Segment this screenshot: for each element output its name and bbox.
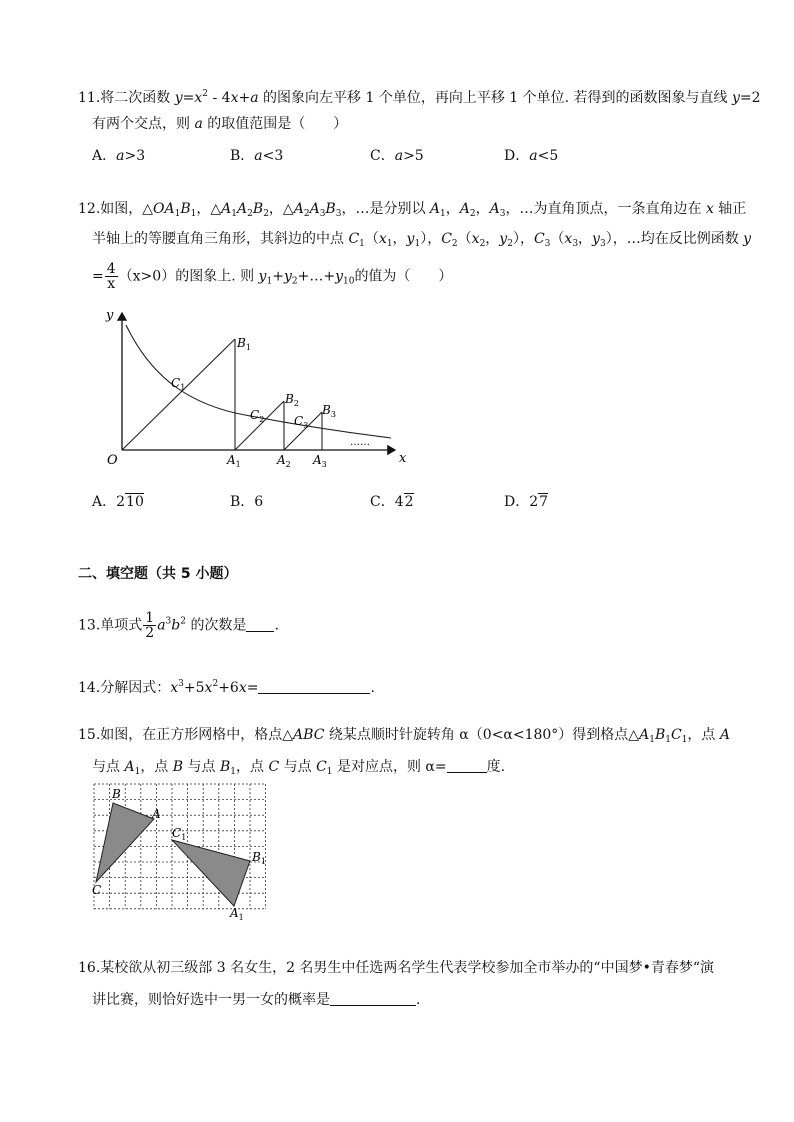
triangle-abc bbox=[96, 803, 154, 882]
q15-line1: 15.如图，在正方形网格中，格点△ABC 绕某点顺时针旋转角 α（0<α<180°）得到格点$\triangle A_1B_1C_1$，点 A bbox=[78, 727, 730, 745]
label-b1: $B_1$ bbox=[252, 850, 266, 866]
label-a2: $A_2$ bbox=[277, 453, 291, 469]
fraction-4-over-x: $\frac{4}{x}$ bbox=[106, 261, 116, 292]
q16-line2: 讲比赛，则恰好选中一男一女的概率是 . bbox=[92, 992, 421, 1008]
hypotenuse-1 bbox=[122, 339, 235, 450]
label-c1: $C_1$ bbox=[171, 376, 186, 392]
fraction-one-half: $\frac{1}{2}$ bbox=[145, 610, 155, 641]
q12-line1: 12.如图，$\triangle OA_1B_1$，$\triangle A_1A_2B_2$，$\triangle A_2A_3B_3$，…是分别以 $A_1$，$A_2$，$A_3$，…为直角顶点，一条直角边在 x 轴正 bbox=[78, 201, 747, 219]
label-a: A bbox=[152, 807, 161, 821]
q12-option-a: A．210 bbox=[92, 494, 144, 510]
answer-blank-16[interactable] bbox=[330, 991, 416, 1006]
label-a1: $A_1$ bbox=[227, 453, 241, 469]
answer-blank-13[interactable] bbox=[246, 617, 274, 632]
continuation-dots: …… bbox=[350, 437, 370, 448]
q11-line2: 有两个交点，则 a 的取值范围是（ ） bbox=[92, 116, 348, 132]
hypotenuse-2 bbox=[235, 401, 284, 450]
q11-option-b: B．a<3 bbox=[230, 148, 284, 164]
section-heading: 二、填空题（共 5 小题） bbox=[78, 566, 238, 582]
label-a1: $A_1$ bbox=[230, 906, 244, 922]
q16-line1: 16.某校欲从初三级部 3 名女生，2 名男生中任选两名学生代表学校参加全市举办的“中国梦•青春梦“演 bbox=[78, 960, 714, 976]
label-b3: $B_3$ bbox=[322, 403, 336, 419]
q15-grid-figure bbox=[92, 782, 278, 924]
q11-option-d: D．a<5 bbox=[504, 148, 559, 164]
q12-option-c: C．42 bbox=[370, 494, 414, 510]
origin-label: O bbox=[107, 453, 118, 468]
q11-option-c: C．a>5 bbox=[370, 148, 424, 164]
q11-option-a: A．a>3 bbox=[92, 148, 146, 164]
label-a3: $A_3$ bbox=[313, 453, 327, 469]
answer-blank-15[interactable] bbox=[447, 758, 487, 773]
label-c2: $C_2$ bbox=[250, 408, 265, 424]
y-label: y bbox=[106, 308, 114, 323]
triangle-a1b1c1 bbox=[172, 840, 250, 906]
label-b1: $B_1$ bbox=[237, 336, 251, 352]
label-c3: $C_3$ bbox=[294, 414, 309, 430]
q13-line: 13.单项式 $\frac{1}{2}$ $a^3b^2$ 的次数是 . bbox=[78, 610, 279, 641]
q12-line2: 半轴上的等腰直角三角形，其斜边的中点 $C_1(x_1$，$y_1$），$C_2(x_2$，$y_2$），$C_3(x_3$，$y_3$），…均在反比例函数 y bbox=[92, 231, 752, 249]
q12-line3: = $\frac{4}{x}$ （x>0）的图象上. 则 $y_1+y_2+\dots+y_{10}$的值为（ ） bbox=[92, 261, 453, 292]
label-c: C bbox=[92, 883, 102, 897]
answer-blank-14[interactable] bbox=[258, 679, 370, 694]
q11-line1: 11.将二次函数 $y=x^2 - 4x+a$ 的图象向左平移 1 个单位，再向上平移 1 个单位. 若得到的函数图象与直线 y=2 bbox=[78, 89, 761, 106]
q12-option-b: B．6 bbox=[230, 494, 264, 510]
label-b: B bbox=[112, 787, 121, 801]
q14-line: 14.分解因式：$x^3+5x^2+6x=$ . bbox=[78, 679, 375, 696]
q12-figure bbox=[95, 305, 420, 475]
q12-option-d: D．27 bbox=[504, 494, 549, 510]
q15-line2: 与点 $A_1$，点 B 与点 $B_1$，点 C 与点 $C_1$ 是对应点，则 α= 度. bbox=[92, 759, 506, 777]
label-c1: $C_1$ bbox=[172, 826, 187, 842]
x-label: x bbox=[399, 451, 407, 466]
label-b2: $B_2$ bbox=[285, 392, 299, 408]
